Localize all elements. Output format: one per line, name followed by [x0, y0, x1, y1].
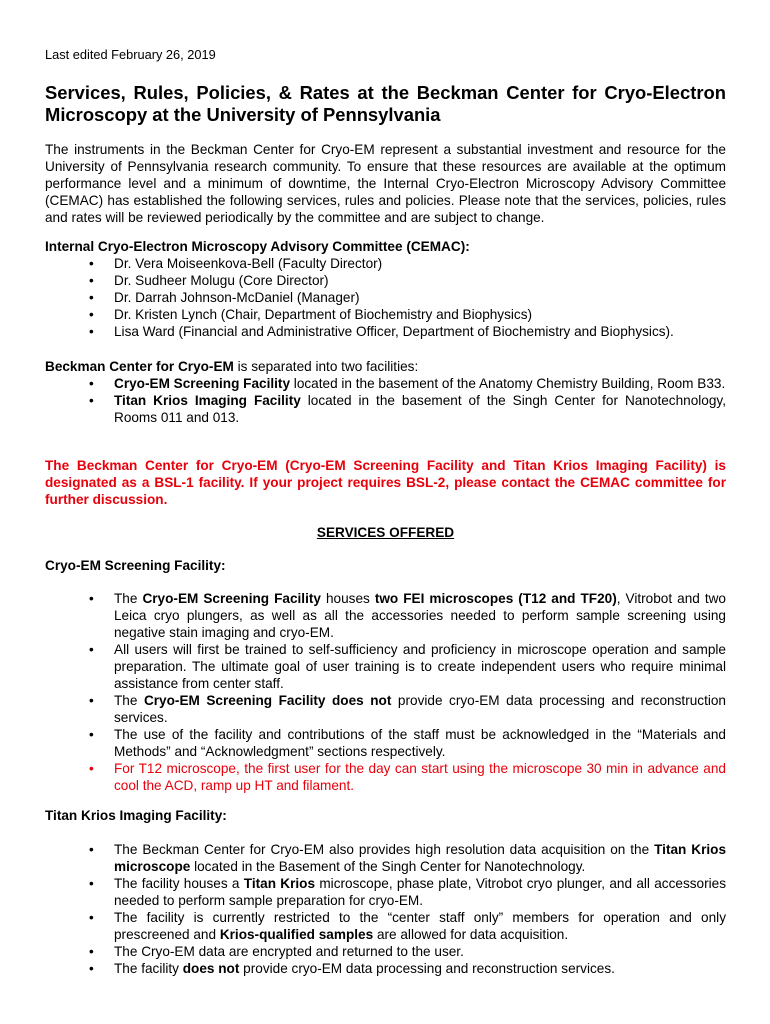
- document-title: [45, 82, 726, 126]
- titan-item: [45, 841, 726, 875]
- cemac-member-list: [45, 255, 726, 340]
- screening-item: • The use of the facility and contributions of the staff must be acknowledged in the “Materials and Methods” and “Acknowledgment” sections respectively.: [45, 726, 726, 760]
- cemac-section: [45, 238, 726, 340]
- cemac-member: • Lisa Ward (Financial and Administrative Officer, Department of Biochemistry and Biophysics).: [45, 323, 726, 340]
- titan-item: • The Cryo-EM data are encrypted and returned to the user.: [45, 943, 726, 960]
- screening-item: • All users will first be trained to self-sufficiency and proficiency in microscope operation and sample preparation. The ultimate goal of user training is to create independent users who require minimal assistance from center staff.: [45, 641, 726, 692]
- bsl-notice: The Beckman Center for Cryo-EM (Cryo-EM Screening Facility and Titan Krios Imaging Facility) is designated as a BSL-1 facility. If your project requires BSL-2, please contact the CEMAC committee for further discussion.: [45, 458, 726, 507]
- titan-item: [45, 875, 726, 909]
- emphasis: Cryo-EM Screening Facility does not: [143, 693, 392, 708]
- titan-list: [45, 841, 726, 977]
- services-heading: SERVICES OFFERED: [316, 525, 455, 540]
- title-line-2: Microscopy at the University of Pennsylvania: [45, 104, 441, 125]
- titan-heading: Titan Krios Imaging Facility:: [45, 808, 227, 823]
- screening-item: [45, 590, 726, 641]
- text: The facility houses a: [114, 876, 244, 891]
- facility-location: located in the basement of the Singh Center for Nanotechnology, Rooms 011 and 013.: [114, 393, 726, 425]
- facilities-intro: [45, 358, 726, 375]
- emphasis: two FEI microscopes (T12 and TF20): [374, 591, 617, 606]
- cemac-member: • Dr. Kristen Lynch (Chair, Department of Biochemistry and Biophysics): [45, 306, 726, 323]
- screening-item: [45, 692, 726, 726]
- cemac-member: • Dr. Vera Moiseenkova-Bell (Faculty Director): [45, 255, 726, 272]
- facilities-list: [45, 375, 726, 426]
- text: , Vitrobot and two Leica cryo plungers, as well as all the accessories needed to perform sample screening using negative stain imaging and cryo-EM.: [114, 591, 726, 640]
- intro-paragraph: The instruments in the Beckman Center for Cryo-EM represent a substantial investment and resource for the University of Pennsylvania research community. To ensure that these resources are available at the optimum performance level and a minimum of downtime, the Internal Cryo-Electron Microscopy Advisory Committee (CEMAC) has established the following services, rules and policies. Please note that the services, policies, rules and rates will be reviewed periodically by the committee and are subject to change.: [45, 142, 726, 225]
- text: provide cryo-EM data processing and reconstruction services.: [239, 961, 615, 976]
- emphasis: Cryo-EM Screening Facility: [142, 591, 321, 606]
- title-line-1: Services, Rules, Policies, & Rates at the Beckman Center for Cryo-Electron: [45, 82, 726, 103]
- screening-item-note: • For T12 microscope, the first user for the day can start using the microscope 30 min in advance and cool the ACD, ramp up HT and filament.: [45, 760, 726, 794]
- text: The facility: [114, 961, 183, 976]
- text: provide cryo-EM data processing and reconstruction services.: [114, 693, 726, 725]
- text: houses: [320, 591, 375, 606]
- facility-name: Titan Krios Imaging Facility: [114, 393, 301, 408]
- titan-item: [45, 960, 726, 977]
- last-edited-date: Last edited February 26, 2019: [45, 47, 216, 62]
- emphasis: Krios-qualified samples: [219, 927, 374, 942]
- text: located in the Basement of the Singh Center for Nanotechnology.: [190, 859, 586, 874]
- cemac-heading: Internal Cryo-Electron Microscopy Advisory Committee (CEMAC):: [45, 239, 470, 254]
- text: are allowed for data acquisition.: [373, 927, 569, 942]
- text: The: [114, 693, 144, 708]
- facilities-section: [45, 358, 726, 426]
- facility-item: [45, 375, 726, 392]
- emphasis: does not: [182, 961, 240, 976]
- cemac-member: • Dr. Darrah Johnson-McDaniel (Manager): [45, 289, 726, 306]
- cemac-member: • Dr. Sudheer Molugu (Core Director): [45, 272, 726, 289]
- text: The facility is currently restricted to the “center staff only” members for operation and only prescreened and: [114, 910, 726, 942]
- facilities-intro-rest: is separated into two facilities:: [233, 359, 419, 374]
- text: The Beckman Center for Cryo-EM also provides high resolution data acquisition on the: [114, 842, 655, 857]
- screening-list: [45, 590, 726, 794]
- titan-item: [45, 909, 726, 943]
- emphasis: Titan Krios microscope: [114, 842, 727, 874]
- facilities-intro-bold: Beckman Center for Cryo-EM: [45, 359, 234, 374]
- text: microscope, phase plate, Vitrobot cryo plunger, and all accessories needed to perform sample preparation for cryo-EM.: [114, 876, 727, 908]
- screening-heading: Cryo-EM Screening Facility:: [45, 558, 226, 573]
- facility-location: located in the basement of the Anatomy Chemistry Building, Room B33.: [290, 376, 726, 391]
- emphasis: Titan Krios: [243, 876, 316, 891]
- facility-name: Cryo-EM Screening Facility: [114, 376, 291, 391]
- text: The: [114, 591, 143, 606]
- facility-item: [45, 392, 726, 426]
